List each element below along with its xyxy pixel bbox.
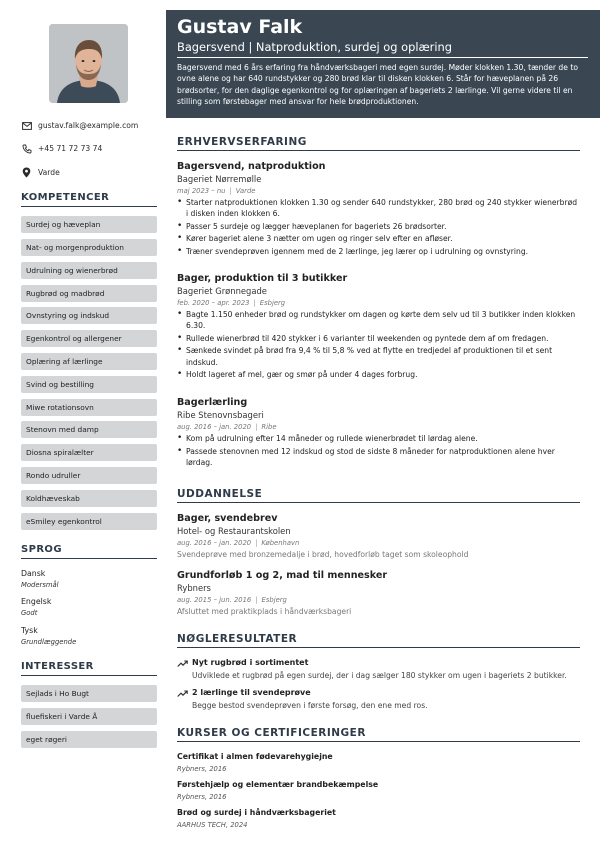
job-company: Bageriet Grønnegade xyxy=(177,286,267,296)
job-bullet: • Bagte 1.150 enheder brød og rundstykker om dagen og kørte dem selv ud til 3 butikker inden klokken 6.30. xyxy=(177,309,580,331)
email-text: gustav.falk@example.com xyxy=(38,121,139,130)
education-title: Grundforløb 1 og 2, mad til mennesker xyxy=(177,570,388,581)
job-bullets xyxy=(177,197,580,259)
sidebar xyxy=(0,0,166,849)
certification-title: Brød og surdej i håndværksbageriet xyxy=(177,808,336,817)
candidate-name: Gustav Falk xyxy=(177,16,303,38)
certification-issuer: Rybners, 2016 xyxy=(177,765,227,773)
skill-pill: Oplæring af lærlinge xyxy=(21,353,157,370)
job-place: Ribe xyxy=(261,423,277,431)
job-bullet: • Passede stenovnen med 12 indskud og stod de sidste 8 måneder for natproduktionen alene hver lørdag. xyxy=(177,446,580,468)
location-text: Varde xyxy=(38,168,60,177)
skill-pill: Svind og bestilling xyxy=(21,376,157,393)
job-title: Bagersvend, natproduktion xyxy=(177,161,326,172)
job-dates: aug. 2016 – jan. 2020 xyxy=(177,423,252,431)
result-title: 2 lærlinge til svendeprøve xyxy=(192,688,311,697)
skill-pill: Diosna spiralælter xyxy=(21,444,157,461)
job-bullet: • Passer 5 surdeje og lægger hæveplanen for bageriets 26 brødsorter. xyxy=(177,221,580,232)
language-level: Modersmål xyxy=(21,581,59,589)
interest-pill: eget røgeri xyxy=(21,731,157,748)
trend-up-icon xyxy=(177,659,188,668)
skill-pill: Rondo udruller xyxy=(21,467,157,484)
interest-pill: Sejlads i Ho Bugt xyxy=(21,685,157,702)
envelope-icon xyxy=(21,120,32,131)
interest-pill: fluefiskeri i Varde Å xyxy=(21,708,157,725)
skill-pill: Udrulning og wienerbrød xyxy=(21,262,157,279)
certification-issuer: Rybners, 2016 xyxy=(177,793,227,801)
skill-pill: Egenkontrol og allergener xyxy=(21,330,157,347)
language-name: Tysk xyxy=(21,626,38,635)
education-description: Svendeprøve med bronzemedalje i brød, hovedforløb taget som skoleophold xyxy=(177,550,469,559)
job-place: Varde xyxy=(235,187,256,195)
job-title: Bagerlærling xyxy=(177,397,248,408)
job-bullets xyxy=(177,433,580,469)
profile-summary: Bagersvend med 6 års erfaring fra håndværksbageri med egen surdej. Møder klokken 1.30, tænder de to ovne alene og har 640 rundstykker og 280 brød klar til disken klokken 6. Står for hæveplanen på 26 brødsorter, for den daglige egenkontrol og for oplæringen af bageriets 2 lærlinge. Vil gerne videre til en stilling som førstebager med ansvar for hele brødproduktionen. xyxy=(177,63,578,107)
education-place: Esbjerg xyxy=(261,596,287,604)
skill-pill: Miwe rotationsovn xyxy=(21,399,157,416)
job-company: Bageriet Nørremølle xyxy=(177,174,262,184)
certification-title: Certifikat i almen fødevarehygiejne xyxy=(177,752,333,761)
result-title: Nyt rugbrød i sortimentet xyxy=(192,658,309,667)
job-bullet: • Træner svendeprøven igennem med de 2 lærlinge, jeg lærer op i udrulning og ovnstyring. xyxy=(177,246,580,257)
job-meta: aug. 2016 – jan. 2020 | Ribe xyxy=(177,423,277,431)
job-title: Bager, produktion til 3 butikker xyxy=(177,273,348,284)
profile-photo xyxy=(49,24,128,103)
language-name: Engelsk xyxy=(21,597,52,606)
certifications-heading: KURSER OG CERTIFICERINGER xyxy=(177,727,580,742)
job-bullet: • Rullede wienerbrød til 420 stykker i 6 varianter til weekenden og pyntede dem af om fredagen. xyxy=(177,333,580,344)
results-heading: NØGLERESULTATER xyxy=(177,633,580,648)
education-description: Afsluttet med praktikplads i håndværksbageri xyxy=(177,607,352,616)
job-bullet: • Kom på udrulning efter 14 måneder og rullede wienerbrødet til lørdag alene. xyxy=(177,433,580,444)
resume-header xyxy=(166,10,600,118)
skill-pill: Nat- og morgenproduktion xyxy=(21,239,157,256)
job-dates: maj 2023 – nu xyxy=(177,187,226,195)
job-bullet: • Holdt lageret af mel, gær og smør på under 4 dages forbrug. xyxy=(177,369,580,380)
skill-pill: Surdej og hæveplan xyxy=(21,216,157,233)
education-place: København xyxy=(261,539,300,547)
candidate-role: Bagersvend | Natproduktion, surdej og oplæring xyxy=(177,39,588,58)
education-dates: aug. 2015 – jun. 2016 xyxy=(177,596,252,604)
phone-text: +45 71 72 73 74 xyxy=(38,144,103,153)
experience-heading: ERHVERVSERFARING xyxy=(177,136,580,151)
certification-issuer: AARHUS TECH, 2024 xyxy=(177,821,248,829)
certification-title: Førstehjælp og elementær brandbekæmpelse xyxy=(177,780,379,789)
languages-heading: SPROG xyxy=(21,544,157,559)
result-description: Udviklede et rugbrød på egen surdej, der i dag sælger 180 stykker om ugen i bageriets 2 butikker. xyxy=(192,671,567,680)
contact-location xyxy=(21,167,166,178)
education-meta: aug. 2015 – jun. 2016 | Esbjerg xyxy=(177,596,287,604)
contact-email[interactable] xyxy=(21,120,166,131)
skill-pill: Rugbrød og madbrød xyxy=(21,285,157,302)
education-dates: aug. 2016 – jan. 2020 xyxy=(177,539,252,547)
job-bullet: • Sænkede svindet på brød fra 9,4 % til 5,8 % ved at flytte en tredjedel af produktionen til et sent indskud. xyxy=(177,345,580,367)
job-meta: feb. 2020 – apr. 2023 | Esbjerg xyxy=(177,299,286,307)
contact-phone[interactable] xyxy=(21,143,166,154)
skills-heading: KOMPETENCER xyxy=(21,192,157,207)
job-place: Esbjerg xyxy=(259,299,286,307)
language-name: Dansk xyxy=(21,569,46,578)
interests-heading: INTERESSER xyxy=(21,661,157,676)
skill-pill: Ovnstyring og indskud xyxy=(21,307,157,324)
result-description: Begge bestod svendeprøven i første forsøg, den ene med ros. xyxy=(192,701,428,710)
education-heading: UDDANNELSE xyxy=(177,488,580,503)
education-title: Bager, svendebrev xyxy=(177,513,278,524)
education-school: Hotel- og Restaurantskolen xyxy=(177,526,291,536)
job-bullet: • Kører bageriet alene 3 nætter om ugen og ringer selv efter en afløser. xyxy=(177,233,580,244)
language-level: Godt xyxy=(21,609,38,617)
education-meta: aug. 2016 – jan. 2020 | København xyxy=(177,539,300,547)
language-level: Grundlæggende xyxy=(21,638,77,646)
location-pin-icon xyxy=(21,167,32,178)
skill-pill: eSmiley egenkontrol xyxy=(21,513,157,530)
skill-pill: Stenovn med damp xyxy=(21,421,157,438)
job-bullet: • Starter natproduktionen klokken 1.30 og sender 640 rundstykker, 280 brød og 240 stykker wienerbrød i disken inden klokken 6. xyxy=(177,197,580,219)
job-company: Ribe Stenovnsbageri xyxy=(177,410,264,420)
job-bullets xyxy=(177,309,580,382)
job-meta: maj 2023 – nu | Varde xyxy=(177,187,256,195)
trend-up-icon xyxy=(177,689,188,698)
job-dates: feb. 2020 – apr. 2023 xyxy=(177,299,250,307)
education-school: Rybners xyxy=(177,583,211,593)
skill-pill: Koldhæveskab xyxy=(21,490,157,507)
phone-icon xyxy=(21,143,32,154)
